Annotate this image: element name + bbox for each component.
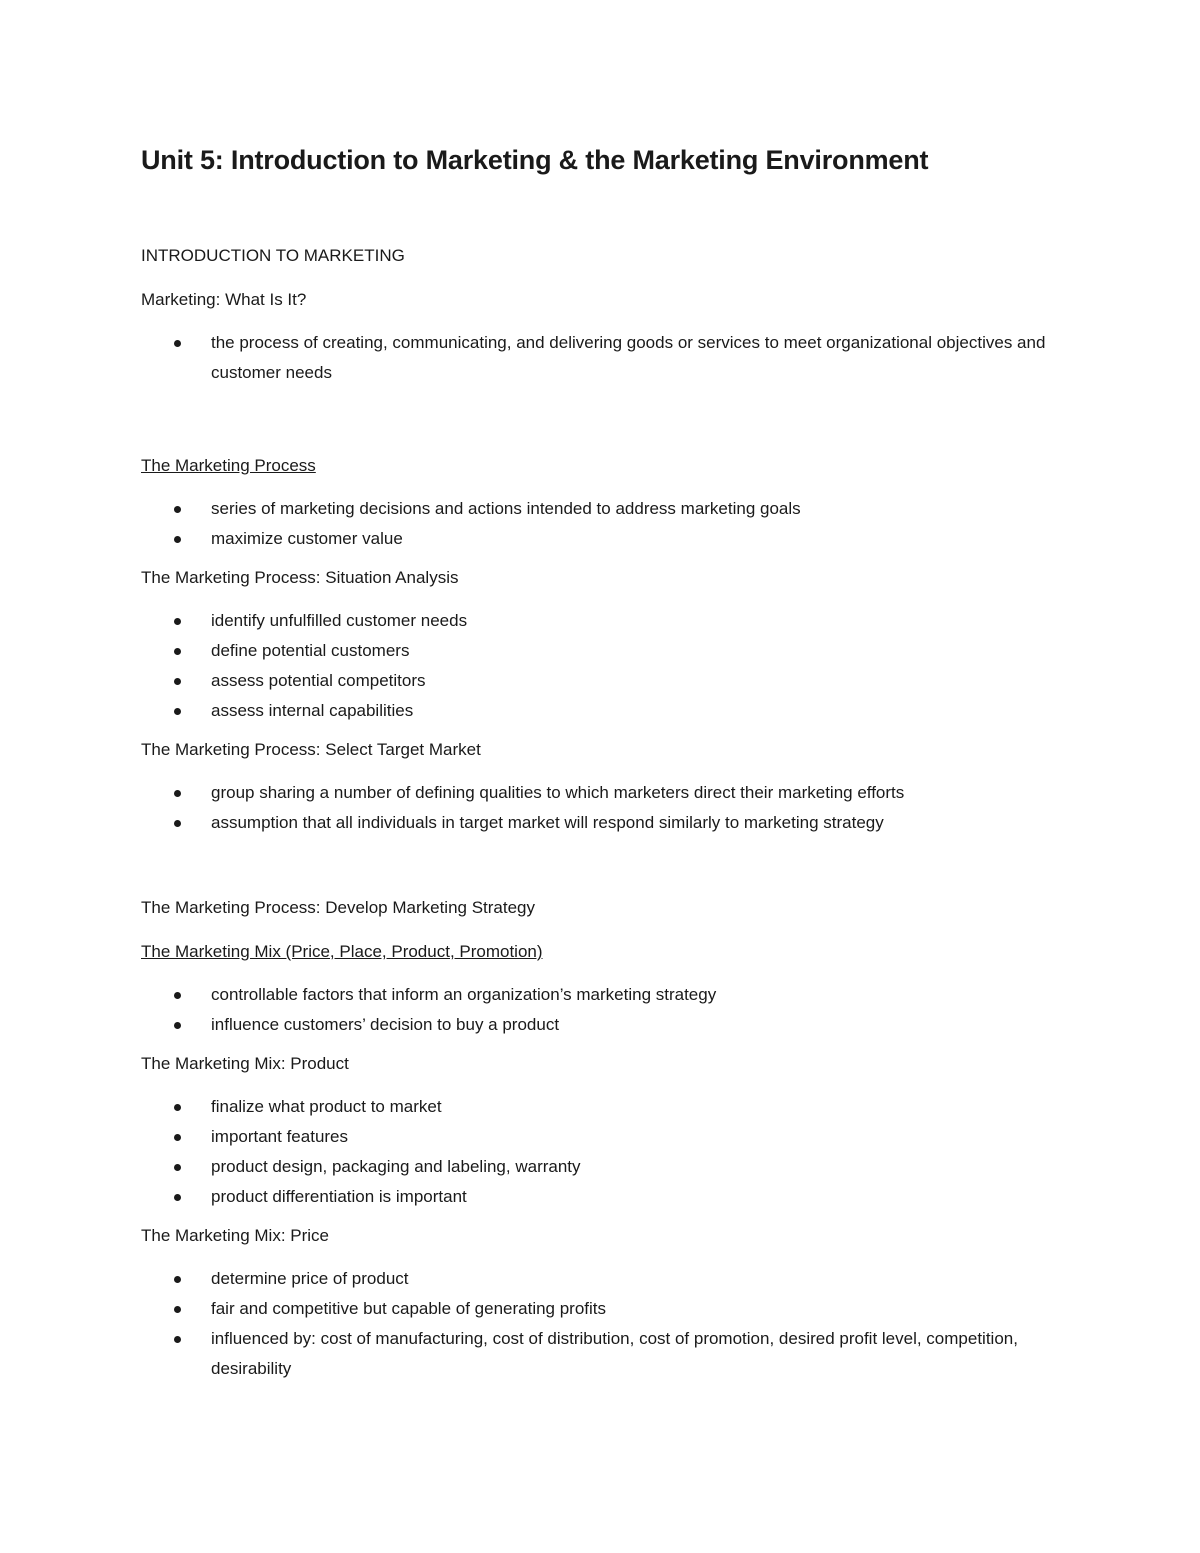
bullet-icon <box>174 1022 181 1029</box>
section-heading-intro: INTRODUCTION TO MARKETING <box>141 246 405 265</box>
document-title: Unit 5: Introduction to Marketing & the Marketing Environment <box>141 145 929 175</box>
bullet-icon <box>174 708 181 715</box>
list-item: assumption that all individuals in target market will respond similarly to marketing strategy <box>141 808 1071 838</box>
subhead-mix-price: The Marketing Mix: Price <box>141 1226 329 1245</box>
list-marketing-process <box>141 494 1071 554</box>
bullet-icon <box>174 1194 181 1201</box>
list-item: controllable factors that inform an organization’s marketing strategy <box>141 980 1071 1010</box>
bullet-icon <box>174 340 181 347</box>
list-item: product design, packaging and labeling, warranty <box>141 1152 1071 1182</box>
bullet-icon <box>174 820 181 827</box>
list-mix-price <box>141 1264 1071 1384</box>
bullet-icon <box>174 1276 181 1283</box>
list-item: finalize what product to market <box>141 1092 1071 1122</box>
bullet-icon <box>174 1336 181 1343</box>
bullet-icon <box>174 678 181 685</box>
list-select-target <box>141 778 1071 838</box>
list-marketing-what <box>141 328 1071 388</box>
list-situation-analysis <box>141 606 1071 726</box>
bullet-icon <box>174 790 181 797</box>
subhead-situation-analysis: The Marketing Process: Situation Analysis <box>141 568 459 587</box>
subhead-select-target: The Marketing Process: Select Target Market <box>141 740 481 759</box>
list-item: identify unfulfilled customer needs <box>141 606 1071 636</box>
bullet-icon <box>174 618 181 625</box>
list-item: assess internal capabilities <box>141 696 1071 726</box>
bullet-icon <box>174 536 181 543</box>
bullet-icon <box>174 992 181 999</box>
subhead-marketing-what: Marketing: What Is It? <box>141 290 307 309</box>
list-item: influence customers’ decision to buy a product <box>141 1010 1071 1040</box>
subhead-develop-strategy: The Marketing Process: Develop Marketing Strategy <box>141 898 536 917</box>
document-body <box>141 138 1071 1384</box>
list-item: determine price of product <box>141 1264 1071 1294</box>
bullet-icon <box>174 1164 181 1171</box>
bullet-icon <box>174 1134 181 1141</box>
list-item: fair and competitive but capable of generating profits <box>141 1294 1071 1324</box>
list-item: maximize customer value <box>141 524 1071 554</box>
list-item: group sharing a number of defining qualities to which marketers direct their marketing efforts <box>141 778 1071 808</box>
list-item: influenced by: cost of manufacturing, cost of distribution, cost of promotion, desired profit level, competition, desirability <box>141 1324 1071 1384</box>
list-item: series of marketing decisions and actions intended to address marketing goals <box>141 494 1071 524</box>
list-item: define potential customers <box>141 636 1071 666</box>
bullet-icon <box>174 648 181 655</box>
list-item: product differentiation is important <box>141 1182 1071 1212</box>
list-item: the process of creating, communicating, and delivering goods or services to meet organizational objectives and customer needs <box>141 328 1071 388</box>
bullet-icon <box>174 1306 181 1313</box>
list-marketing-mix <box>141 980 1071 1040</box>
subhead-mix-product: The Marketing Mix: Product <box>141 1054 349 1073</box>
subhead-marketing-mix: The Marketing Mix (Price, Place, Product, Promotion) <box>141 942 543 961</box>
bullet-icon <box>174 506 181 513</box>
list-item: important features <box>141 1122 1071 1152</box>
list-mix-product <box>141 1092 1071 1212</box>
bullet-icon <box>174 1104 181 1111</box>
subhead-marketing-process: The Marketing Process <box>141 456 316 475</box>
list-item: assess potential competitors <box>141 666 1071 696</box>
